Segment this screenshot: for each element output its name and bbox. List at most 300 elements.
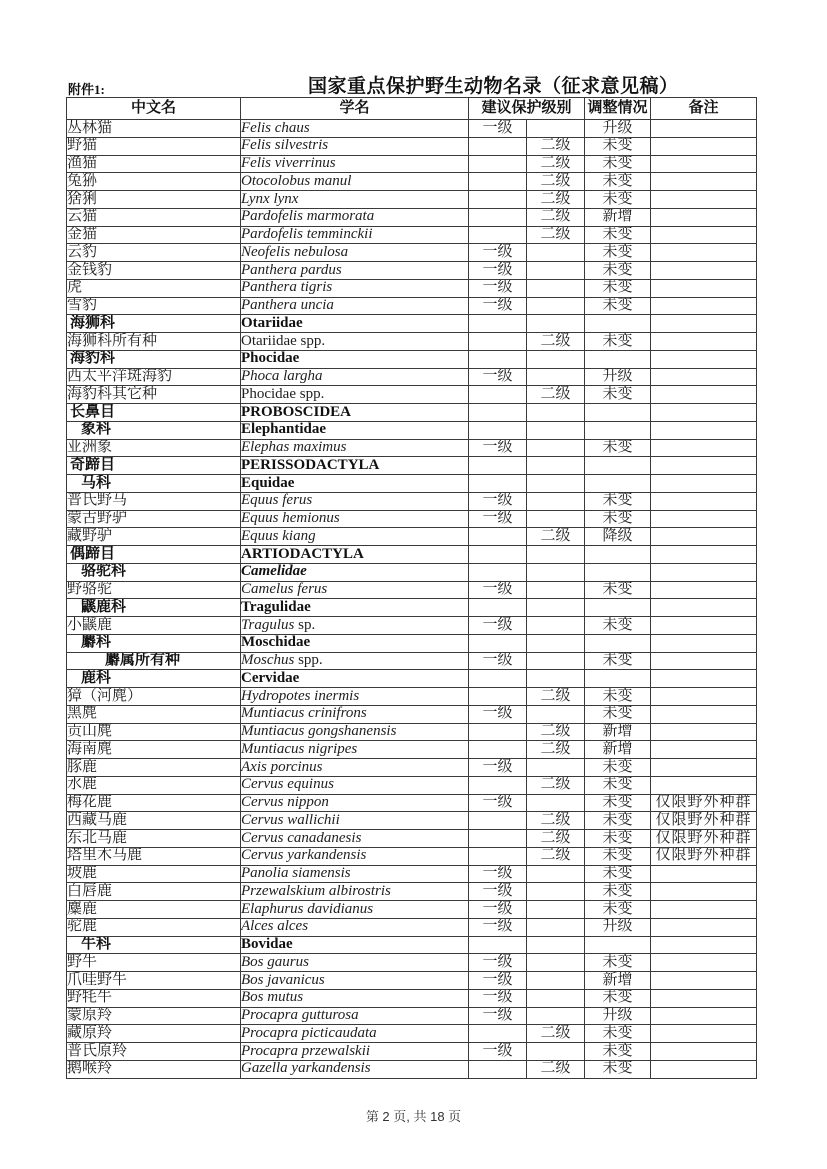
level-1-cell: 一级 xyxy=(469,581,527,599)
table-row xyxy=(67,634,757,652)
scientific-name-cell xyxy=(241,812,469,830)
remark-cell xyxy=(651,1007,757,1025)
adjustment-cell xyxy=(585,546,651,564)
level-1-cell xyxy=(469,688,527,706)
level-2-cell xyxy=(527,634,585,652)
scientific-name-cell xyxy=(241,244,469,262)
chinese-name-cell: 金猫 xyxy=(67,226,241,244)
scientific-name: PROBOSCIDEA xyxy=(241,403,352,420)
level-1-cell xyxy=(469,350,527,368)
level-2-cell xyxy=(527,1007,585,1025)
table-row xyxy=(67,191,757,209)
level-1-cell xyxy=(469,173,527,191)
adjustment-cell: 升级 xyxy=(585,120,651,138)
scientific-name: Pardofelis marmorata xyxy=(241,208,375,225)
adjustment-cell xyxy=(585,599,651,617)
adjustment-cell: 未变 xyxy=(585,279,651,297)
scientific-name-cell xyxy=(241,847,469,865)
scientific-name-cell xyxy=(241,723,469,741)
table-row xyxy=(67,386,757,404)
level-2-cell xyxy=(527,315,585,333)
chinese-name-cell: 獐（河麂） xyxy=(67,688,241,706)
remark-cell xyxy=(651,333,757,351)
chinese-name-cell: 虎 xyxy=(67,279,241,297)
scientific-name-cell xyxy=(241,475,469,493)
level-2-cell: 二级 xyxy=(527,333,585,351)
level-2-cell xyxy=(527,350,585,368)
level-1-cell: 一级 xyxy=(469,972,527,990)
scientific-name: PERISSODACTYLA xyxy=(241,456,380,473)
remark-cell xyxy=(651,972,757,990)
adjustment-cell: 未变 xyxy=(585,1060,651,1078)
remark-cell xyxy=(651,918,757,936)
level-1-cell: 一级 xyxy=(469,759,527,777)
chinese-name-cell: 蒙原羚 xyxy=(67,1007,241,1025)
table-row xyxy=(67,439,757,457)
scientific-name-cell xyxy=(241,936,469,954)
scientific-name: Muntiacus gongshanensis xyxy=(241,723,397,739)
scientific-name-cell xyxy=(241,439,469,457)
scientific-name: Equidae xyxy=(241,474,295,491)
table-row xyxy=(67,883,757,901)
chinese-name-cell: 野骆驼 xyxy=(67,581,241,599)
remark-cell xyxy=(651,386,757,404)
level-2-cell: 二级 xyxy=(527,137,585,155)
adjustment-cell: 未变 xyxy=(585,439,651,457)
level-1-cell xyxy=(469,457,527,475)
remark-cell xyxy=(651,865,757,883)
scientific-name: Equus ferus xyxy=(241,492,313,509)
scientific-name: Equus kiang xyxy=(241,527,316,544)
scientific-name-cell xyxy=(241,492,469,510)
level-1-cell xyxy=(469,208,527,226)
chinese-name-cell: 马科 xyxy=(67,475,241,493)
scientific-name-cell xyxy=(241,279,469,297)
chinese-name-cell: 豚鹿 xyxy=(67,759,241,777)
chinese-name-cell: 海狮科所有种 xyxy=(67,333,241,351)
table-header-row xyxy=(67,98,757,120)
adjustment-cell: 未变 xyxy=(585,191,651,209)
level-1-cell: 一级 xyxy=(469,883,527,901)
level-2-cell: 二级 xyxy=(527,1025,585,1043)
remark-cell xyxy=(651,492,757,510)
table-row xyxy=(67,457,757,475)
chinese-name-cell: 雪豹 xyxy=(67,297,241,315)
table-row xyxy=(67,262,757,280)
table-row xyxy=(67,936,757,954)
level-1-cell xyxy=(469,830,527,848)
table-row xyxy=(67,492,757,510)
scientific-name-cell xyxy=(241,1043,469,1061)
header-remarks: 备注 xyxy=(651,98,757,120)
scientific-name-cell xyxy=(241,830,469,848)
level-1-cell xyxy=(469,386,527,404)
adjustment-cell: 升级 xyxy=(585,368,651,386)
scientific-name-cell xyxy=(241,759,469,777)
scientific-name: Gazella yarkandensis xyxy=(241,1060,371,1077)
level-2-cell: 二级 xyxy=(527,191,585,209)
table-row xyxy=(67,918,757,936)
level-2-cell: 二级 xyxy=(527,830,585,848)
level-2-cell xyxy=(527,546,585,564)
level-1-cell: 一级 xyxy=(469,954,527,972)
remark-cell xyxy=(651,120,757,138)
adjustment-cell xyxy=(585,315,651,333)
chinese-name-cell: 麋鹿 xyxy=(67,901,241,919)
level-1-cell: 一级 xyxy=(469,918,527,936)
scientific-name-cell xyxy=(241,386,469,404)
level-2-cell xyxy=(527,759,585,777)
adjustment-cell: 未变 xyxy=(585,865,651,883)
level-2-cell xyxy=(527,457,585,475)
level-1-cell xyxy=(469,546,527,564)
level-2-cell: 二级 xyxy=(527,386,585,404)
table-row xyxy=(67,972,757,990)
scientific-name-cell xyxy=(241,954,469,972)
table-row xyxy=(67,155,757,173)
scientific-name: Felis silvestris xyxy=(241,137,329,154)
remark-cell xyxy=(651,989,757,1007)
level-2-cell: 二级 xyxy=(527,1060,585,1078)
level-2-cell xyxy=(527,244,585,262)
chinese-name-cell: 骆驼科 xyxy=(67,563,241,581)
adjustment-cell: 未变 xyxy=(585,244,651,262)
table-row xyxy=(67,297,757,315)
chinese-name-cell: 黑麂 xyxy=(67,705,241,723)
scientific-name-cell xyxy=(241,1060,469,1078)
remark-cell xyxy=(651,546,757,564)
chinese-name-cell: 西藏马鹿 xyxy=(67,812,241,830)
table-row xyxy=(67,865,757,883)
chinese-name-cell: 牛科 xyxy=(67,936,241,954)
level-1-cell xyxy=(469,847,527,865)
header-protection-level: 建议保护级别 xyxy=(469,98,585,120)
table-row xyxy=(67,1043,757,1061)
level-1-cell xyxy=(469,936,527,954)
remark-cell xyxy=(651,297,757,315)
level-1-cell: 一级 xyxy=(469,1007,527,1025)
remark-cell xyxy=(651,279,757,297)
scientific-name: Cervus equinus xyxy=(241,776,334,793)
level-2-cell xyxy=(527,297,585,315)
table-row xyxy=(67,475,757,493)
level-2-cell xyxy=(527,883,585,901)
level-2-cell xyxy=(527,901,585,919)
scientific-name-cell xyxy=(241,226,469,244)
table-row xyxy=(67,120,757,138)
chinese-name-cell: 麝科 xyxy=(67,634,241,652)
table-row xyxy=(67,137,757,155)
scientific-name: Bovidae xyxy=(241,936,293,952)
adjustment-cell xyxy=(585,670,651,688)
level-1-cell: 一级 xyxy=(469,439,527,457)
level-2-cell xyxy=(527,510,585,528)
level-2-cell: 二级 xyxy=(527,776,585,794)
level-2-cell: 二级 xyxy=(527,208,585,226)
level-2-cell xyxy=(527,918,585,936)
chinese-name-cell: 驼鹿 xyxy=(67,918,241,936)
scientific-name-cell xyxy=(241,528,469,546)
chinese-name-cell: 藏原羚 xyxy=(67,1025,241,1043)
adjustment-cell xyxy=(585,350,651,368)
level-2-cell xyxy=(527,581,585,599)
remark-cell xyxy=(651,191,757,209)
adjustment-cell: 未变 xyxy=(585,794,651,812)
scientific-name-cell xyxy=(241,741,469,759)
scientific-name: Panthera pardus xyxy=(241,261,342,278)
level-2-cell: 二级 xyxy=(527,528,585,546)
scientific-name-cell xyxy=(241,883,469,901)
scientific-name-cell xyxy=(241,776,469,794)
remark-cell xyxy=(651,1025,757,1043)
chinese-name-cell: 野猫 xyxy=(67,137,241,155)
scientific-name: Camelus ferus xyxy=(241,581,328,597)
scientific-name-cell xyxy=(241,173,469,191)
scientific-name: Felis viverrinus xyxy=(241,155,336,171)
table-row xyxy=(67,1025,757,1043)
scientific-name-cell xyxy=(241,350,469,368)
remark-cell xyxy=(651,723,757,741)
level-2-cell xyxy=(527,705,585,723)
adjustment-cell: 未变 xyxy=(585,705,651,723)
remark-cell xyxy=(651,936,757,954)
remark-cell xyxy=(651,137,757,155)
level-1-cell xyxy=(469,670,527,688)
table-row xyxy=(67,776,757,794)
table-row xyxy=(67,1060,757,1078)
adjustment-cell: 未变 xyxy=(585,386,651,404)
table-row xyxy=(67,208,757,226)
scientific-name: Bos mutus xyxy=(241,989,304,1006)
chinese-name-cell: 偶蹄目 xyxy=(67,546,241,564)
scientific-name: Lynx lynx xyxy=(241,190,299,207)
scientific-name: Bos javanicus xyxy=(241,971,325,988)
chinese-name-cell: 海南麂 xyxy=(67,741,241,759)
chinese-name-cell: 西太平洋斑海豹 xyxy=(67,368,241,386)
remark-cell: 仅限野外种群 xyxy=(651,847,757,865)
adjustment-cell xyxy=(585,475,651,493)
chinese-name-cell: 野牛 xyxy=(67,954,241,972)
scientific-name: Camelidae xyxy=(241,563,307,580)
remark-cell: 仅限野外种群 xyxy=(651,794,757,812)
level-2-cell xyxy=(527,670,585,688)
table-row xyxy=(67,226,757,244)
level-1-cell: 一级 xyxy=(469,120,527,138)
scientific-name: Panthera tigris xyxy=(241,279,333,296)
scientific-name: Procapra przewalskii xyxy=(241,1042,371,1059)
table-row xyxy=(67,705,757,723)
table-row xyxy=(67,333,757,351)
adjustment-cell xyxy=(585,421,651,439)
level-1-cell: 一级 xyxy=(469,617,527,635)
level-2-cell xyxy=(527,865,585,883)
scientific-name-cell xyxy=(241,599,469,617)
adjustment-cell: 新增 xyxy=(585,723,651,741)
level-2-cell xyxy=(527,439,585,457)
scientific-name: Hydropotes inermis xyxy=(241,687,360,704)
adjustment-cell xyxy=(585,563,651,581)
level-1-cell: 一级 xyxy=(469,492,527,510)
adjustment-cell: 未变 xyxy=(585,688,651,706)
scientific-name-cell xyxy=(241,670,469,688)
level-2-cell xyxy=(527,262,585,280)
scientific-name: Cervus yarkandensis xyxy=(241,847,367,864)
level-1-cell: 一级 xyxy=(469,1043,527,1061)
level-1-cell xyxy=(469,155,527,173)
scientific-name-cell xyxy=(241,865,469,883)
level-2-cell xyxy=(527,368,585,386)
adjustment-cell: 未变 xyxy=(585,262,651,280)
table-row xyxy=(67,847,757,865)
adjustment-cell: 未变 xyxy=(585,812,651,830)
table-row xyxy=(67,688,757,706)
chinese-name-cell: 塔里木马鹿 xyxy=(67,847,241,865)
scientific-name: Phoca largha xyxy=(241,368,323,384)
remark-cell xyxy=(651,208,757,226)
scientific-name: Phocidae spp. xyxy=(241,385,325,402)
level-2-cell xyxy=(527,120,585,138)
adjustment-cell: 未变 xyxy=(585,901,651,919)
chinese-name-cell: 蒙古野驴 xyxy=(67,510,241,528)
chinese-name-cell: 野牦牛 xyxy=(67,989,241,1007)
scientific-name-cell xyxy=(241,421,469,439)
level-1-cell xyxy=(469,137,527,155)
chinese-name-cell: 小鼷鹿 xyxy=(67,617,241,635)
remark-cell: 仅限野外种群 xyxy=(651,830,757,848)
level-1-cell: 一级 xyxy=(469,297,527,315)
remark-cell xyxy=(651,262,757,280)
table-row xyxy=(67,954,757,972)
level-2-cell: 二级 xyxy=(527,847,585,865)
level-1-cell: 一级 xyxy=(469,368,527,386)
scientific-name: Equus hemionus xyxy=(241,510,340,526)
adjustment-cell: 新增 xyxy=(585,208,651,226)
adjustment-cell: 降级 xyxy=(585,528,651,546)
chinese-name-cell: 海豹科 xyxy=(67,350,241,368)
level-1-cell xyxy=(469,812,527,830)
level-1-cell xyxy=(469,1025,527,1043)
chinese-name-cell: 水鹿 xyxy=(67,776,241,794)
level-2-cell xyxy=(527,421,585,439)
table-row xyxy=(67,741,757,759)
remark-cell xyxy=(651,670,757,688)
adjustment-cell: 未变 xyxy=(585,155,651,173)
adjustment-cell: 未变 xyxy=(585,297,651,315)
table-row xyxy=(67,617,757,635)
scientific-name: Otariidae xyxy=(241,314,303,331)
scientific-name: ARTIODACTYLA xyxy=(241,545,364,562)
chinese-name-cell: 兔狲 xyxy=(67,173,241,191)
level-1-cell: 一级 xyxy=(469,705,527,723)
adjustment-cell xyxy=(585,404,651,422)
level-2-cell xyxy=(527,617,585,635)
level-1-cell: 一级 xyxy=(469,989,527,1007)
scientific-name: Cervidae xyxy=(241,669,300,686)
table-row xyxy=(67,652,757,670)
scientific-name: Elaphurus davidianus xyxy=(241,900,374,917)
chinese-name-cell: 鹿科 xyxy=(67,670,241,688)
scientific-name-cell xyxy=(241,457,469,475)
level-1-cell: 一级 xyxy=(469,652,527,670)
remark-cell xyxy=(651,173,757,191)
scientific-name-cell xyxy=(241,333,469,351)
level-1-cell xyxy=(469,421,527,439)
scientific-name-cell xyxy=(241,688,469,706)
table-row xyxy=(67,989,757,1007)
adjustment-cell: 未变 xyxy=(585,759,651,777)
chinese-name-cell: 贡山麂 xyxy=(67,723,241,741)
adjustment-cell: 未变 xyxy=(585,652,651,670)
level-2-cell xyxy=(527,492,585,510)
remark-cell xyxy=(651,759,757,777)
scientific-name-cell xyxy=(241,989,469,1007)
page-title: 国家重点保护野生动物名录（征求意见稿） xyxy=(308,76,679,97)
chinese-name-cell: 普氏野马 xyxy=(67,492,241,510)
scientific-name: Pardofelis temminckii xyxy=(241,226,373,242)
remark-cell xyxy=(651,457,757,475)
table-row xyxy=(67,315,757,333)
chinese-name-cell: 坡鹿 xyxy=(67,865,241,883)
level-1-cell: 一级 xyxy=(469,244,527,262)
header-scientific-name: 学名 xyxy=(241,98,469,120)
remark-cell xyxy=(651,599,757,617)
table-row xyxy=(67,173,757,191)
protected-species-table xyxy=(66,97,757,1079)
adjustment-cell: 新增 xyxy=(585,741,651,759)
remark-cell xyxy=(651,883,757,901)
table-row xyxy=(67,812,757,830)
scientific-name: Alces alces xyxy=(241,918,309,935)
remark-cell xyxy=(651,1043,757,1061)
scientific-name-cell xyxy=(241,137,469,155)
table-row xyxy=(67,279,757,297)
attachment-label: 附件1: xyxy=(68,82,105,97)
scientific-name-cell xyxy=(241,972,469,990)
table-row xyxy=(67,528,757,546)
level-1-cell xyxy=(469,741,527,759)
scientific-name-cell xyxy=(241,1025,469,1043)
remark-cell xyxy=(651,244,757,262)
remark-cell xyxy=(651,439,757,457)
adjustment-cell: 未变 xyxy=(585,226,651,244)
scientific-name-cell xyxy=(241,634,469,652)
table-row xyxy=(67,510,757,528)
level-2-cell: 二级 xyxy=(527,723,585,741)
level-1-cell xyxy=(469,1060,527,1078)
adjustment-cell: 未变 xyxy=(585,492,651,510)
remark-cell xyxy=(651,404,757,422)
level-1-cell xyxy=(469,475,527,493)
chinese-name-cell: 金钱豹 xyxy=(67,262,241,280)
scientific-name: Przewalskium albirostris xyxy=(241,882,391,899)
level-1-cell xyxy=(469,191,527,209)
scientific-name-cell xyxy=(241,901,469,919)
level-1-cell xyxy=(469,333,527,351)
adjustment-cell: 未变 xyxy=(585,1043,651,1061)
scientific-name: Procapra picticaudata xyxy=(241,1024,377,1041)
table-row xyxy=(67,830,757,848)
chinese-name-cell: 渔猫 xyxy=(67,155,241,173)
adjustment-cell: 升级 xyxy=(585,918,651,936)
level-1-cell xyxy=(469,723,527,741)
level-1-cell xyxy=(469,315,527,333)
scientific-name-cell xyxy=(241,794,469,812)
table-row xyxy=(67,599,757,617)
scientific-name: Bos gaurus xyxy=(241,953,309,970)
scientific-name-cell xyxy=(241,368,469,386)
remark-cell xyxy=(651,155,757,173)
scientific-name-cell xyxy=(241,1007,469,1025)
